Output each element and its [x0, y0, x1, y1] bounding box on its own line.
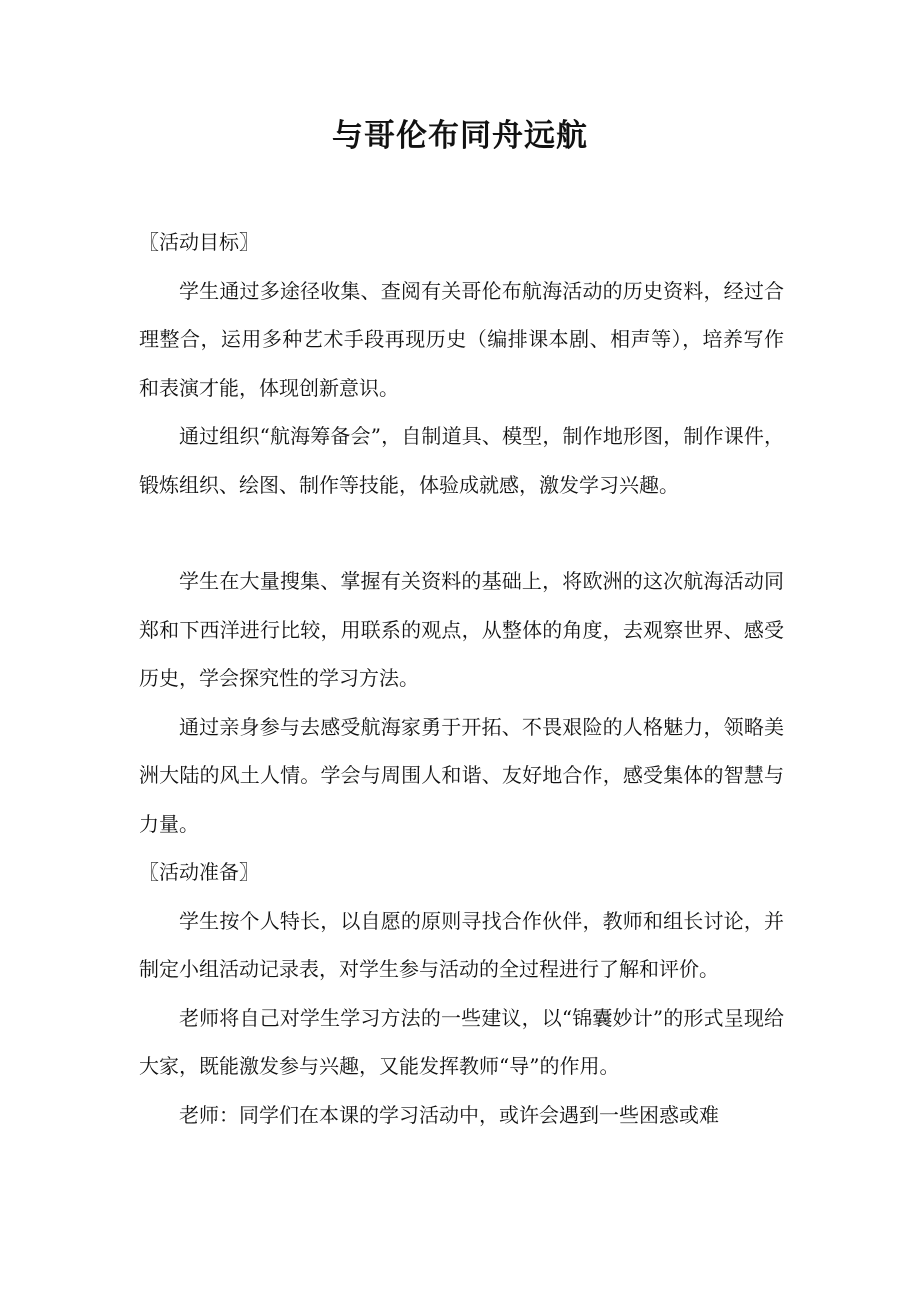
document-title: 与哥伦布同舟远航: [332, 118, 588, 154]
section-heading-preparation: 〖活动准备〗: [139, 860, 259, 884]
paragraph: 老师将自己对学生学习方法的一些建议，以“锦囊妙计”的形式呈现给大家，既能激发参与兴趣，又能发挥教师“导”的作用。: [139, 1005, 784, 1078]
section-heading-goals: 〖活动目标〗: [139, 230, 259, 254]
paragraph-gap: [139, 509, 784, 557]
paragraph: 老师：同学们在本课的学习活动中，或许会遇到一些困惑或难: [179, 1102, 719, 1127]
paragraph: 学生按个人特长，以自愿的原则寻找合作伙伴，教师和组长讨论，并制定小组活动记录表，对学生参与活动的全过程进行了解和评价。: [139, 908, 784, 981]
paragraph: 学生在大量搜集、掌握有关资料的基础上，将欧洲的这次航海活动同郑和下西洋进行比较，用联系的观点，从整体的角度，去观察世界、感受历史，学会探究性的学习方法。: [139, 569, 784, 690]
paragraph: 通过组织“航海筹备会”，自制道具、模型，制作地形图，制作课件，锻炼组织、绘图、制作等技能，体验成就感，激发学习兴趣。: [139, 424, 784, 497]
document-body: [139, 218, 784, 1139]
paragraph: 通过亲身参与去感受航海家勇于开拓、不畏艰险的人格魅力，领略美洲大陆的风土人情。学会与周围人和谐、友好地合作，感受集体的智慧与力量。: [139, 714, 784, 836]
paragraph: 学生通过多途径收集、查阅有关哥伦布航海活动的历史资料，经过合理整合，运用多种艺术手段再现历史（编排课本剧、相声等），培养写作和表演才能，体现创新意识。: [139, 278, 784, 400]
